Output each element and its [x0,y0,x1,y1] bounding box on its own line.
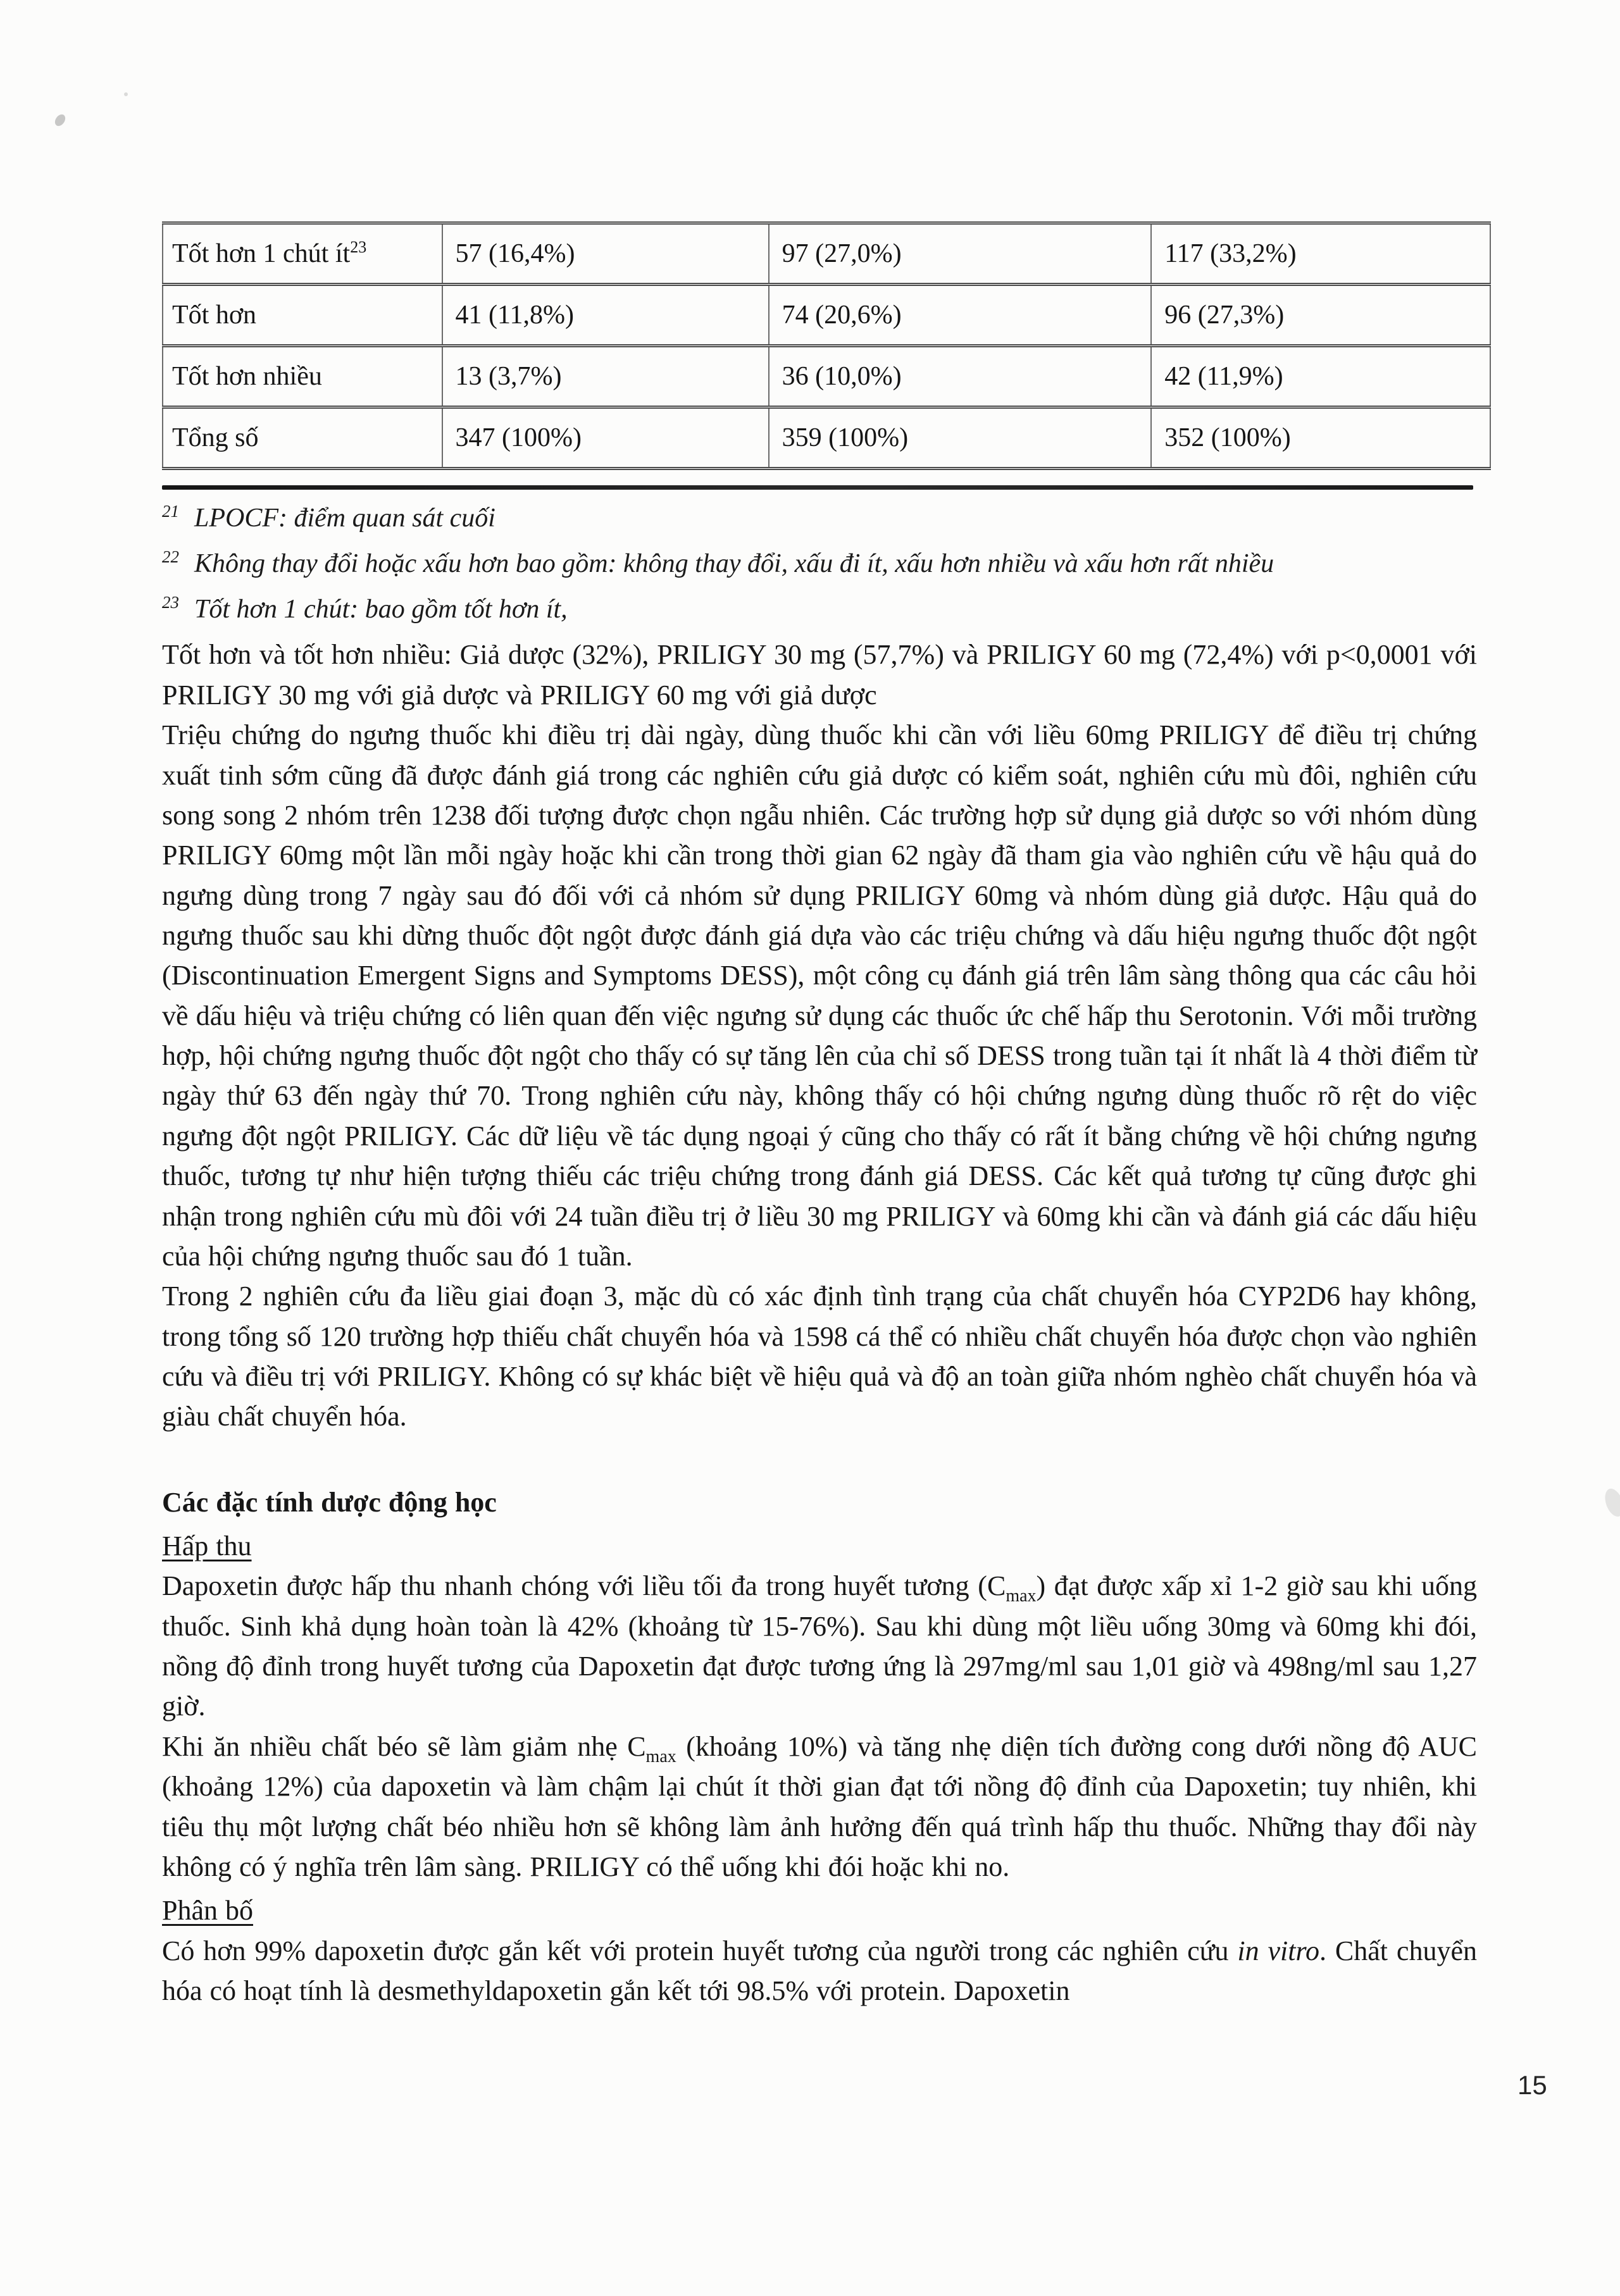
footnote-23 [162,590,1477,630]
table-row [163,346,1490,407]
footnote-marker: 23 [162,592,179,612]
cell-placebo: 13 (3,7%) [442,346,769,407]
row-label: Tốt hơn 1 chút ít [172,239,351,268]
footnote-22 [162,544,1477,585]
section-heading-pharmacokinetics: Các đặc tính dược động học [162,1486,497,1518]
cell-60mg: 42 (11,9%) [1151,346,1490,407]
row-label-cell [163,223,442,285]
paragraph-absorption: Dapoxetin được hấp thu nhanh chóng với liều tối đa trong huyết tương $(C_{max})$ đạt được xấp xỉ 1-2 giờ sau khi uống thuốc. Sinh khả dụng hoàn toàn là 42% (khoảng từ 15-76%). Sau khi dùng một liều uống 30mg và 60mg khi đói, nồng độ đỉnh trong huyết tương của Dapoxetin đạt được tương ứng là 297mg/ml sau 1,01 giờ và 498ng/ml sau 1,27 giờ. [162,1570,1477,1722]
row-label-cell [163,346,442,407]
paragraph-distribution: Có hơn 99% dapoxetin được gắn kết với protein huyết tương của người trong các nghiên cứu in vitro. Chất chuyển hóa có hoạt tính là desmethyldapoxetin gắn kết tới 98.5% với protein. Dapoxetin [162,1935,1477,2006]
results-table [162,221,1491,470]
cell-60mg: 352 (100%) [1151,407,1490,469]
footnote-text: LPOCF: điểm quan sát cuối [194,504,495,533]
footnote-text: Tốt hơn 1 chút: bao gồm tốt hơn ít, [194,594,568,624]
scan-artifact [124,92,128,96]
scan-artifact [53,113,68,128]
cell-placebo: 41 (11,8%) [442,285,769,346]
footnotes-block [162,499,1477,630]
cell-30mg: 74 (20,6%) [769,285,1152,346]
footnote-text: Không thay đổi hoặc xấu hơn bao gồm: không thay đổi, xấu đi ít, xấu hơn nhiều và xấu hơn rất nhiều [194,549,1274,578]
table-row [163,223,1490,285]
cell-30mg: 359 (100%) [769,407,1152,469]
footnote-marker: 22 [162,547,179,566]
footnote-21 [162,499,1477,539]
row-label-cell [163,407,442,469]
cell-30mg: 36 (10,0%) [769,346,1152,407]
row-label: Tốt hơn [172,301,257,330]
subheading-distribution: Phân bố [162,1895,253,1927]
row-label: Tốt hơn nhiều [172,362,322,391]
paragraph-responder-summary: Tốt hơn và tốt hơn nhiều: Giả dược (32%), PRILIGY 30 mg (57,7%) và PRILIGY 60 mg (72,4%) với p<0,0001 với PRILIGY 30 mg với giả dược và PRILIGY 60 mg với giả dược [162,639,1477,711]
footnote-separator-rule [162,485,1473,490]
footnote-ref-23: 23 [350,238,367,256]
table-row [163,407,1490,469]
cell-30mg: 97 (27,0%) [769,223,1152,285]
cell-placebo: 57 (16,4%) [442,223,769,285]
cell-placebo: 347 (100%) [442,407,769,469]
row-label: Tổng số [172,423,259,452]
page-content [162,221,1477,2011]
footnote-marker: 21 [162,502,179,521]
table-row [163,285,1490,346]
scan-artifact [1602,1486,1620,1519]
paragraph-food-effect: Khi ăn nhiều chất béo sẽ làm giảm nhẹ $C_{max}$ (khoảng 10%) và tăng nhẹ diện tích đường cong dưới nồng độ AUC (khoảng 12%) của dapoxetin và làm chậm lại chút ít thời gian đạt tới nồng độ đỉnh của Dapoxetin; tuy nhiên, khi tiêu thụ một lượng chất béo nhiều hơn sẽ không làm ảnh hưởng đến quá trình hấp thu thuốc. Những thay đổi này không có ý nghĩa trên lâm sàng. PRILIGY có thể uống khi đói hoặc khi no. [162,1730,1477,1882]
row-label-cell [163,285,442,346]
subheading-absorption: Hấp thu [162,1530,252,1562]
body-text [162,635,1477,2011]
page-number: 15 [1517,2070,1547,2100]
cell-60mg: 117 (33,2%) [1151,223,1490,285]
cell-60mg: 96 (27,3%) [1151,285,1490,346]
paragraph-cyp2d6-study: Trong 2 nghiên cứu đa liều giai đoạn 3, mặc dù có xác định tình trạng của chất chuyển hóa CYP2D6 hay không, trong tổng số 120 trường hợp thiếu chất chuyển hóa và 1598 cá thể có nhiều chất chuyển hóa được chọn vào nghiên cứu và điều trị với PRILIGY. Không có sự khác biệt về hiệu quả và độ an toàn giữa nhóm nghèo chất chuyển hóa và giàu chất chuyển hóa. [162,1281,1477,1432]
paragraph-discontinuation-study: Triệu chứng do ngưng thuốc khi điều trị dài ngày, dùng thuốc khi cần với liều 60mg PRILIGY để điều trị chứng xuất tinh sớm cũng đã được đánh giá trong các nghiên cứu giả dược có kiểm soát, nghiên cứu mù đôi, nghiên cứu song song 2 nhóm trên 1238 đối tượng được chọn ngẫu nhiên. Các trường hợp sử dụng giả dược so với nhóm dùng PRILIGY 60mg một lần mỗi ngày hoặc khi cần trong thời gian 62 ngày đã tham gia vào nghiên cứu về hậu quả do ngưng dùng trong 7 ngày sau đó đối với cả nhóm sử dụng PRILIGY 60mg và nhóm dùng giả dược. Hậu quả do ngưng thuốc sau khi dừng thuốc đột ngột được đánh giá dựa vào các triệu chứng và dấu hiệu ngưng thuốc đột ngột (Discontinuation Emergent Signs and Symptoms DESS), một công cụ đánh giá trên lâm sàng thông qua các câu hỏi về dấu hiệu và triệu chứng có liên quan đến việc ngưng sử dụng các thuốc ức chế hấp thu Serotonin. Với mỗi trường hợp, hội chứng ngưng thuốc đột ngột cho thấy có sự tăng lên của chỉ số DESS trong tuần tại ít nhất là 4 thời điểm từ ngày thứ 63 đến ngày thứ 70. Trong nghiên cứu này, không thấy có hội chứng ngưng dùng thuốc rõ rệt do việc ngưng đột ngột PRILIGY. Các dữ liệu về tác dụng ngoại ý cũng cho thấy có rất ít bằng chứng về hội chứng ngưng thuốc, tương tự như hiện tượng thiếu các triệu chứng trong đánh giá DESS. Các kết quả tương tự cũng được ghi nhận trong nghiên cứu mù đôi với 24 tuần điều trị ở liều 30 mg PRILIGY và 60mg khi cần và đánh giá các dấu hiệu của hội chứng ngưng thuốc sau đó 1 tuần. [162,719,1477,1272]
